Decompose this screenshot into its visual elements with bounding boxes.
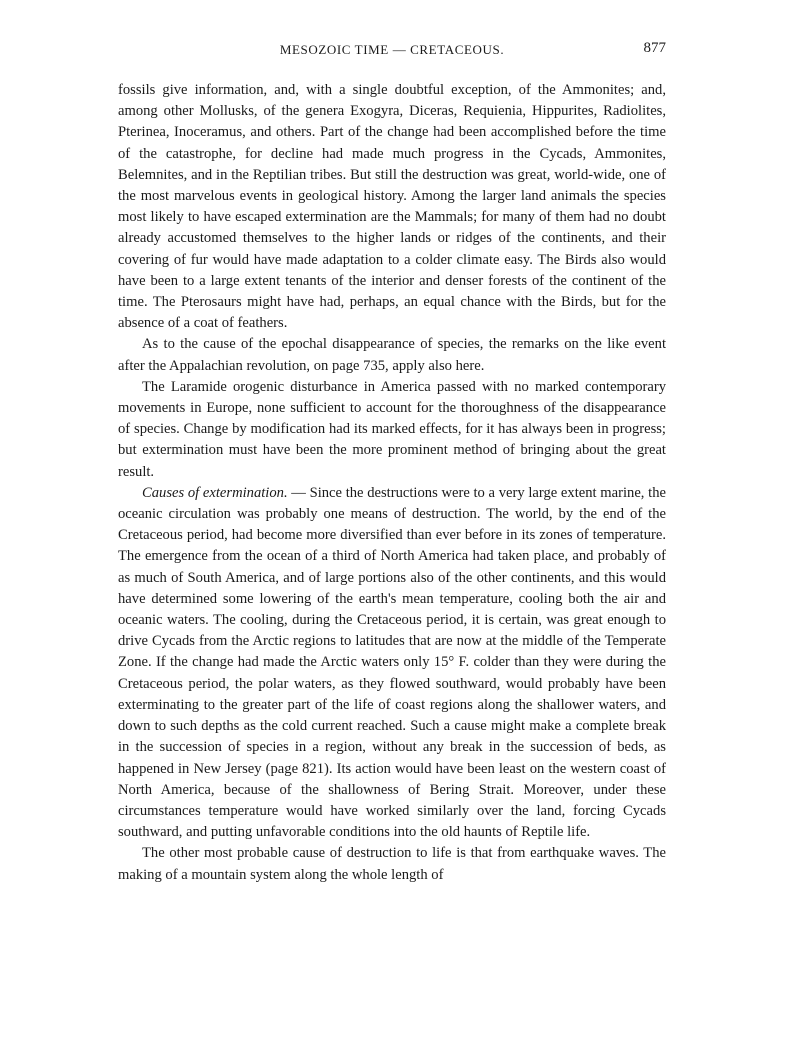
- paragraph-text: The other most probable cause of destruction to life is that from earthquake waves. The making of a mountain system along the whole length of: [118, 845, 666, 883]
- paragraph-text: The Laramide orogenic disturbance in America passed with no marked contemporary movements in Europe, none sufficient to account for the thoroughness of the disappearance of species. Change by modification had its marked effects, for it has always been in progress; but extermination must have been the more prominent method of bringing about the great result.: [118, 378, 666, 480]
- running-head: [118, 40, 666, 66]
- paragraph-causes-of-extermination: [118, 483, 666, 843]
- book-page: [118, 40, 666, 886]
- paragraph-continued: [118, 80, 666, 334]
- paragraph-text: fossils give information, and, with a single doubtful exception, of the Ammonites; and, among other Mollusks, of the genera Exogyra, Diceras, Requienia, Hippurites, Radiolites, Pterinea, Inoceramus, and others. Part of the change had been accomplished before the time of the catastrophe, for decline had made much progress in the Cycads, Ammonites, Belemnites, and in the Reptilian tribes. But still the destruction was great, world-wide, one of the most marvelous events in geological history. Among the larger land animals the species most likely to have escaped extermination are the Mammals; for many of them had no doubt already accustomed themselves to the higher lands or ridges of the continents, and their covering of fur would have made adaptation to a colder climate easy. The Birds also would have been to a large extent tenants of the interior and denser forests of the continent of the time. The Pterosaurs might have had, perhaps, an equal chance with the Birds, but for the absence of a coat of feathers.: [118, 82, 666, 332]
- running-title: MESOZOIC TIME — CRETACEOUS.: [279, 42, 505, 57]
- paragraph-cause-remarks: [118, 334, 666, 376]
- paragraph-laramide: [118, 377, 666, 483]
- page-number: 877: [643, 40, 666, 56]
- paragraph-text: — Since the destructions were to a very large extent marine, the oceanic circulation was probably one means of destruction. The world, by the end of the Cretaceous period, had become more diversified than ever before in its zones of temperature. The emergence from the ocean of a third of North America had taken place, and probably of as much of South America, and of large portions also of the other continents, and this would have determined some lowering of the earth's mean temperature, cooling both the air and oceanic waters. The cooling, during the Cretaceous period, it is certain, was great enough to drive Cycads from the Arctic regions to latitudes that are now at the middle of the Temperate Zone. If the change had made the Arctic waters only 15° F. colder than they were during the Cretaceous period, the polar waters, as they flowed southward, would probably have been exterminating to the greater part of the life of coast regions along the shallower waters, and down to such depths as the cold current reached. Such a cause might make a complete break in the succession of species in a region, without any break in the succession of beds, as happened in New Jersey (page 821). Its action would have been least on the western coast of North America, because of the shallowness of Bering Strait. Moreover, under these circumstances temperature would have worked similarly over the land, forcing Cycads southward, and putting unfavorable conditions into the old haunts of Reptile life.: [118, 484, 666, 841]
- paragraph-earthquake-waves: [118, 843, 666, 885]
- section-run-in-heading: Causes of extermination.: [142, 484, 288, 501]
- paragraph-text: As to the cause of the epochal disappearance of species, the remarks on the like event after the Appalachian revolution, on page 735, apply also here.: [118, 336, 666, 374]
